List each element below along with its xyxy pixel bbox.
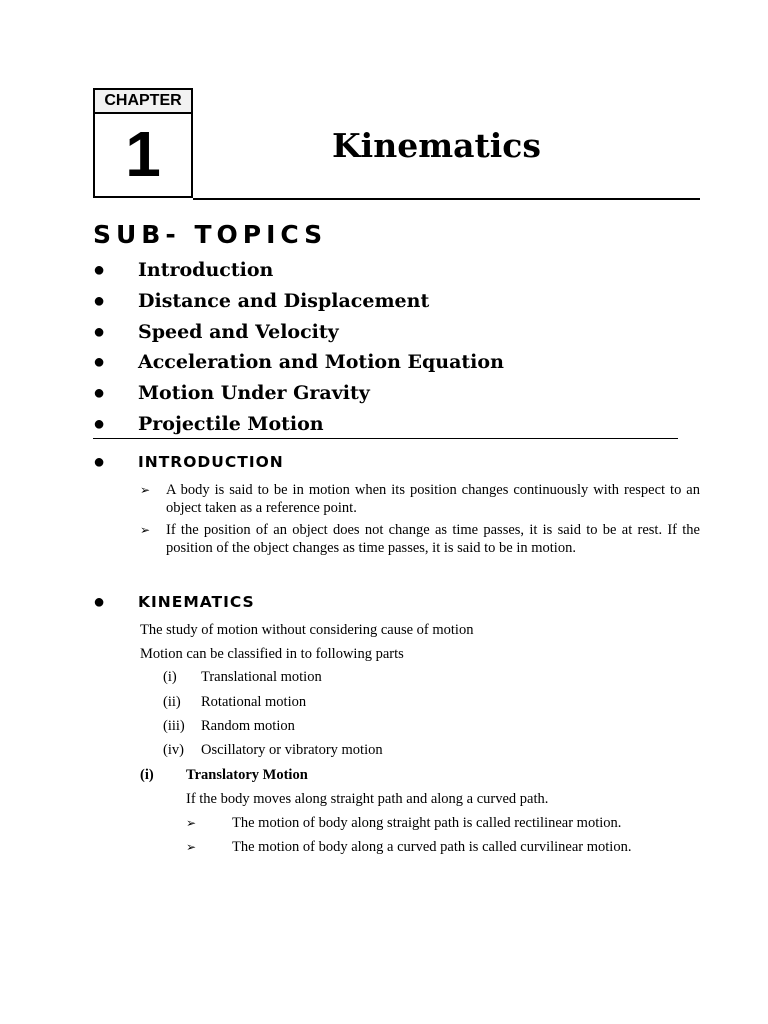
title-underline <box>193 198 700 200</box>
arrow-bullet-icon: ➢ <box>140 483 151 497</box>
classification-intro: Motion can be classified in to following parts <box>140 646 404 662</box>
arrow-bullet-icon: ➢ <box>186 840 197 854</box>
section-divider <box>93 438 678 439</box>
subtopics-heading: SUB- TOPICS <box>93 220 328 249</box>
motion-type-number: (iii) <box>163 718 185 734</box>
bullet-icon: ● <box>93 289 106 312</box>
translatory-point-text: The motion of body along straight path is called rectilinear motion. <box>232 815 622 831</box>
subtopic-label: Speed and Velocity <box>138 320 339 343</box>
motion-type-label: Translational motion <box>201 669 322 685</box>
translatory-point-text: The motion of body along a curved path is called curvilinear motion. <box>232 839 632 855</box>
motion-type-item <box>163 667 322 687</box>
bullet-icon: ● <box>93 259 106 281</box>
arrow-bullet-icon: ➢ <box>186 816 197 830</box>
motion-type-label: Oscillatory or vibratory motion <box>201 742 383 758</box>
bullet-icon: ● <box>93 382 106 405</box>
introduction-point-text: A body is said to be in motion when its position changes continuously with respect to an object taken as a reference point. <box>166 482 700 516</box>
chapter-number: 1 <box>125 118 161 190</box>
kinematics-heading: KINEMATICS <box>138 593 255 611</box>
translatory-point <box>186 837 631 857</box>
translatory-heading <box>140 765 308 785</box>
subtopic-label: Acceleration and Motion Equation <box>138 351 504 374</box>
motion-type-item <box>163 716 295 736</box>
motion-type-item <box>163 740 383 760</box>
bullet-icon: ● <box>93 451 106 473</box>
introduction-heading: INTRODUCTION <box>138 453 284 471</box>
translatory-description: If the body moves along straight path and along a curved path. <box>186 791 549 807</box>
bullet-icon: ● <box>93 412 106 435</box>
bullet-icon: ● <box>93 591 106 613</box>
subtopic-label: Introduction <box>138 259 274 281</box>
bullet-icon: ● <box>93 320 106 343</box>
introduction-point <box>140 481 700 517</box>
motion-type-label: Rotational motion <box>201 694 307 710</box>
chapter-title: Kinematics <box>332 126 541 165</box>
subtopic-label: Motion Under Gravity <box>138 382 370 405</box>
translatory-point <box>186 813 621 833</box>
translatory-title: Translatory Motion <box>186 767 308 783</box>
chapter-box <box>93 88 193 198</box>
motion-type-number: (iv) <box>163 742 184 758</box>
subtopic-label: Projectile Motion <box>138 412 324 435</box>
motion-type-item <box>163 692 306 712</box>
arrow-bullet-icon: ➢ <box>140 523 151 537</box>
motion-type-label: Random motion <box>201 718 295 734</box>
motion-type-number: (i) <box>163 669 177 685</box>
introduction-point <box>140 521 700 557</box>
introduction-point-text: If the position of an object does not change as time passes, it is said to be at rest. If the position of the object changes as time passes, it is said to be in motion. <box>166 522 700 556</box>
bullet-icon: ● <box>93 351 106 374</box>
subtopic-label: Distance and Displacement <box>138 289 430 312</box>
translatory-number: (i) <box>140 767 154 783</box>
motion-type-number: (ii) <box>163 694 181 710</box>
chapter-label: CHAPTER <box>95 90 191 114</box>
kinematics-definition: The study of motion without considering cause of motion <box>140 622 474 638</box>
